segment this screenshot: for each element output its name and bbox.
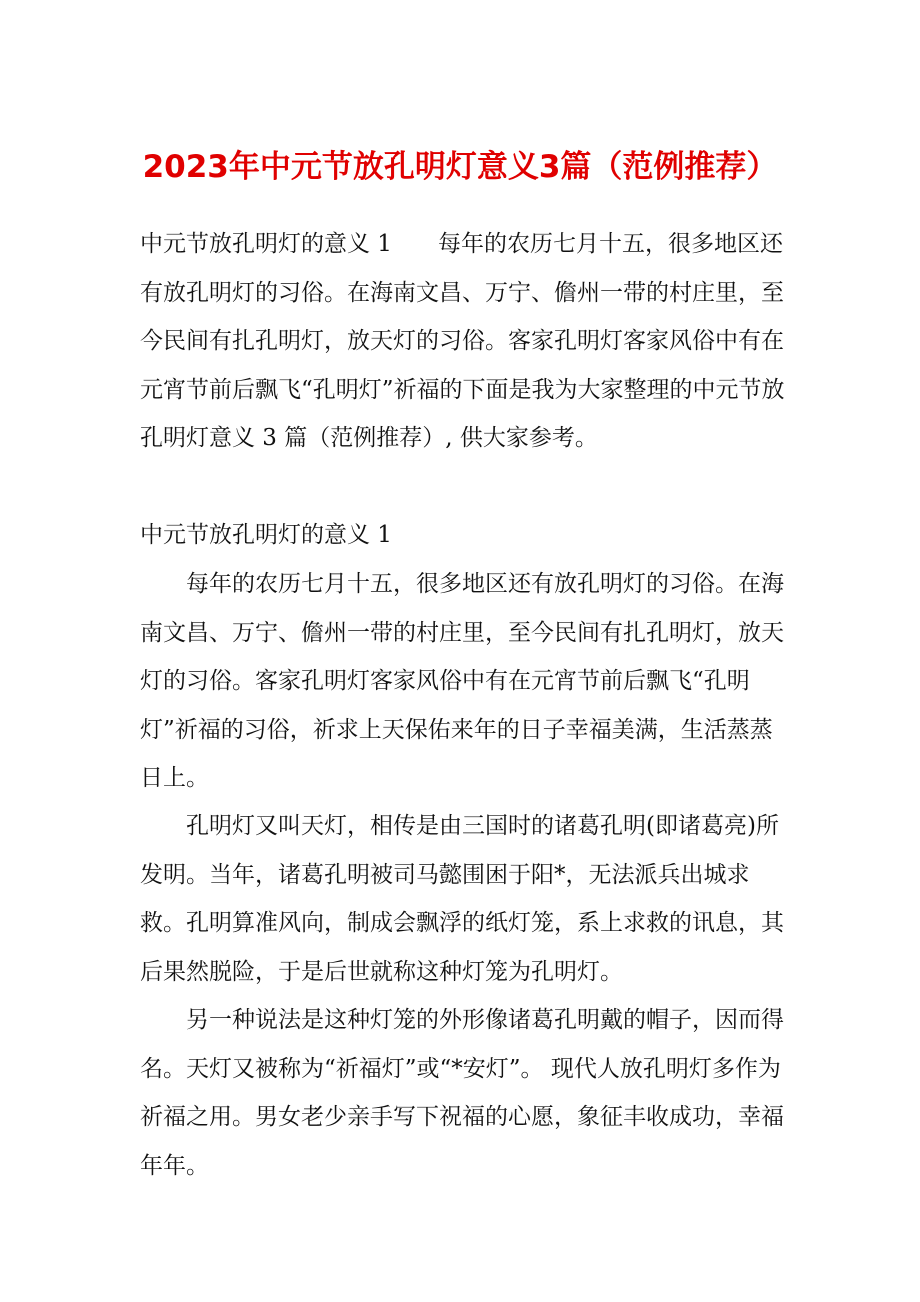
- section-heading: 中元节放孔明灯的意义 1: [140, 522, 392, 548]
- intro-label: 中元节放孔明灯的意义 1: [140, 231, 392, 257]
- body-paragraph: 孔明灯又叫天灯，相传是由三国时的诸葛孔明(即诸葛亮)所发明。当年，诸葛孔明被司马懿围困于阳*，无法派兵出城求救。孔明算准风向，制成会飘浮的纸灯笼，系上求救的讯息，其后果然脱险，于是后世就称这种灯笼为孔明灯。: [140, 813, 784, 985]
- intro-text: 每年的农历七月十五，很多地区还有放孔明灯的习俗。在海南文昌、万宁、儋州一带的村庄里，至今民间有扎孔明灯，放天灯的习俗。客家孔明灯客家风俗中有在元宵节前后飘飞“孔明灯”祈福的下面是我为大家整理的中元节放孔明灯意义 3 篇（范例推荐）, 供大家参考。: [140, 231, 785, 451]
- body-paragraph: 每年的农历七月十五，很多地区还有放孔明灯的习俗。在海南文昌、万宁、儋州一带的村庄里，至今民间有扎孔明灯，放天灯的习俗。客家孔明灯客家风俗中有在元宵节前后飘飞“孔明灯”祈福的习俗，祈求上天保佑来年的日子幸福美满，生活蒸蒸日上。: [140, 571, 784, 791]
- intro-paragraph: [140, 220, 790, 463]
- body-paragraph: 另一种说法是这种灯笼的外形像诸葛孔明戴的帽子，因而得名。天灯又被称为“祈福灯”或“*安灯”。 现代人放孔明灯多作为祈福之用。男女老少亲手写下祝福的心愿，象征丰收成功，幸福年年。: [140, 1007, 784, 1179]
- document-title: 2023年中元节放孔明灯意义3篇（范例推荐）: [142, 149, 778, 185]
